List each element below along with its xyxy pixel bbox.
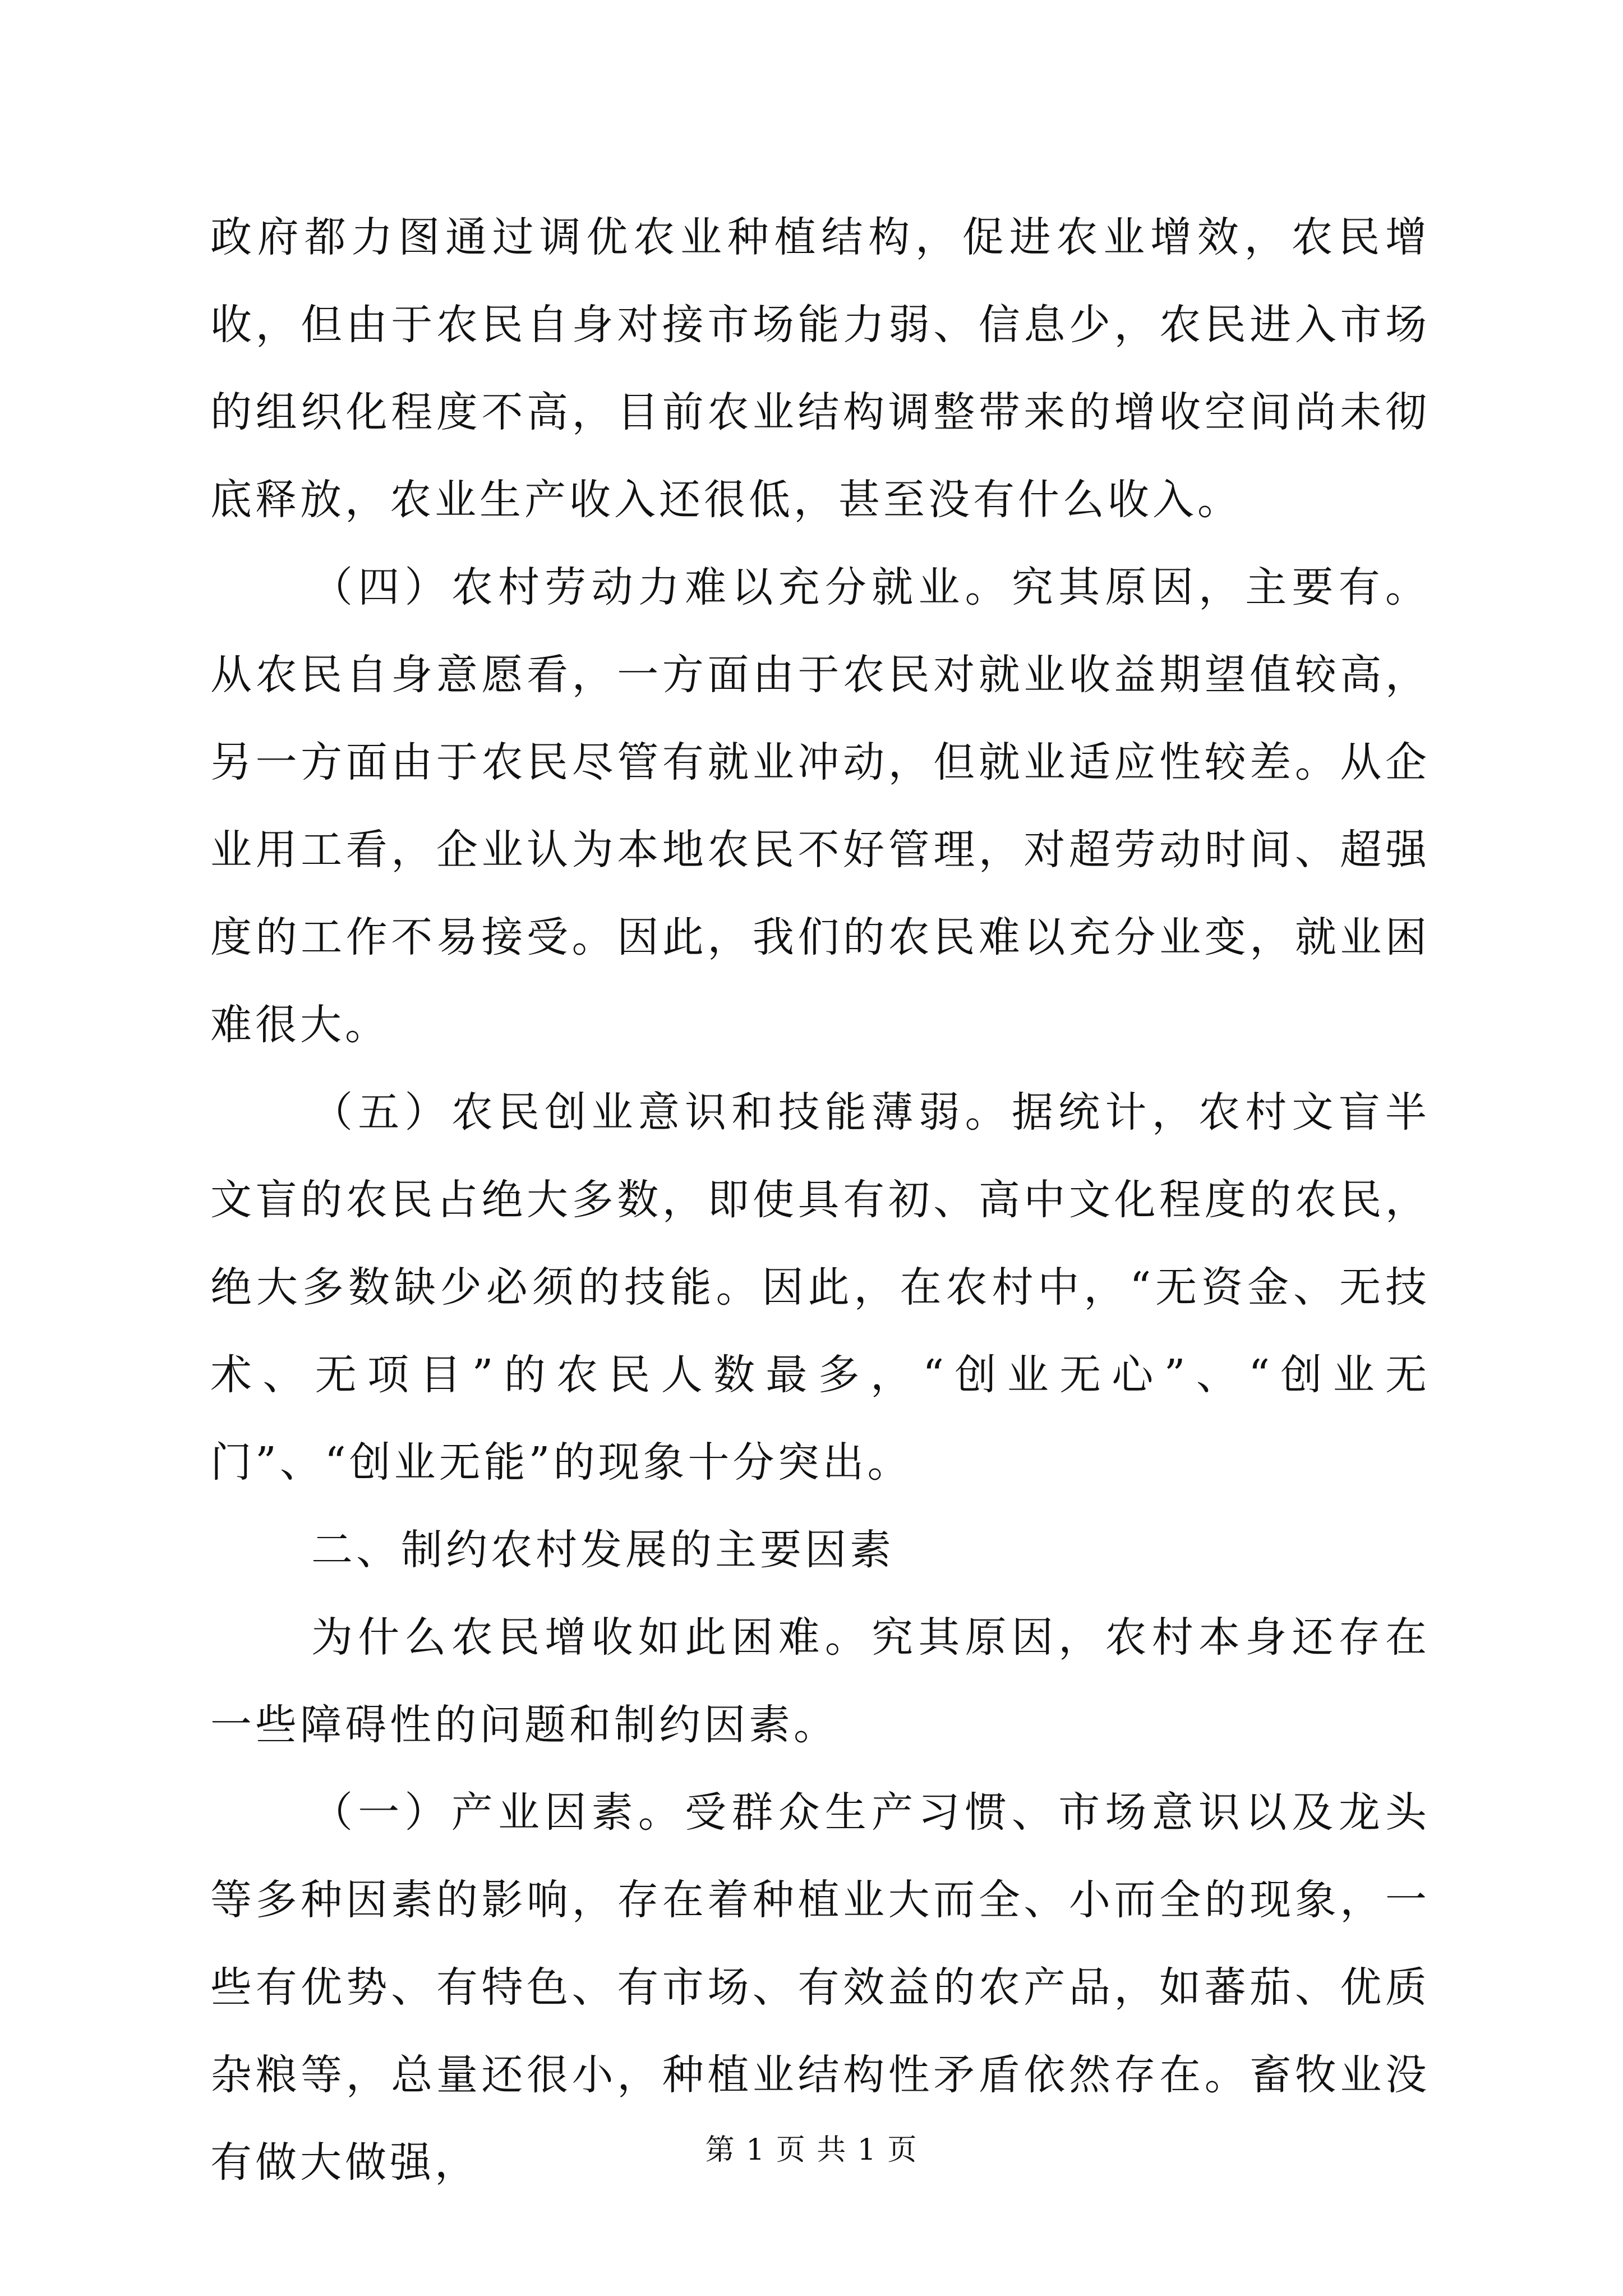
- page-footer: 第 1 页 共 1 页: [705, 2133, 918, 2167]
- paragraph-6: （一）产业因素。受群众生产习惯、市场意识以及龙头等多种因素的影响，存在着种植业大而全、小而全的现象，一些有优势、有特色、有市场、有效益的农产品，如蕃茄、优质杂粮等，总量还很小，种植业结构性矛盾依然存在。畜牧业没有做大做强，: [210, 1788, 1430, 2187]
- paragraph-3: （五）农民创业意识和技能薄弱。据统计，农村文盲半文盲的农民占绝大多数，即使具有初、高中文化程度的农民，绝大多数缺少必须的技能。因此，在农村中，“无资金、无技术、无项目”的农民人数最多，“创业无心”、“创业无门”、“创业无能”的现象十分突出。: [210, 1088, 1430, 1487]
- paragraph-2: （四）农村劳动力难以充分就业。究其原因，主要有。从农民自身意愿看，一方面由于农民对就业收益期望值较高，另一方面由于农民尽管有就业冲动，但就业适应性较差。从企业用工看，企业认为本地农民不好管理，对超劳动时间、超强度的工作不易接受。因此，我们的农民难以充分业变，就业困难很大。: [210, 563, 1430, 1049]
- document-body: [210, 194, 1430, 2206]
- paragraph-1: 政府都力图通过调优农业种植结构，促进农业增效，农民增收，但由于农民自身对接市场能力弱、信息少，农民进入市场的组织化程度不高，目前农业结构调整带来的增收空间尚未彻底释放，农业生产收入还很低，甚至没有什么收入。: [210, 213, 1430, 524]
- paragraph-5: 为什么农民增收如此困难。究其原因，农村本身还存在一些障碍性的问题和制约因素。: [210, 1613, 1430, 1749]
- section-heading: 二、制约农村发展的主要因素: [311, 1526, 895, 1574]
